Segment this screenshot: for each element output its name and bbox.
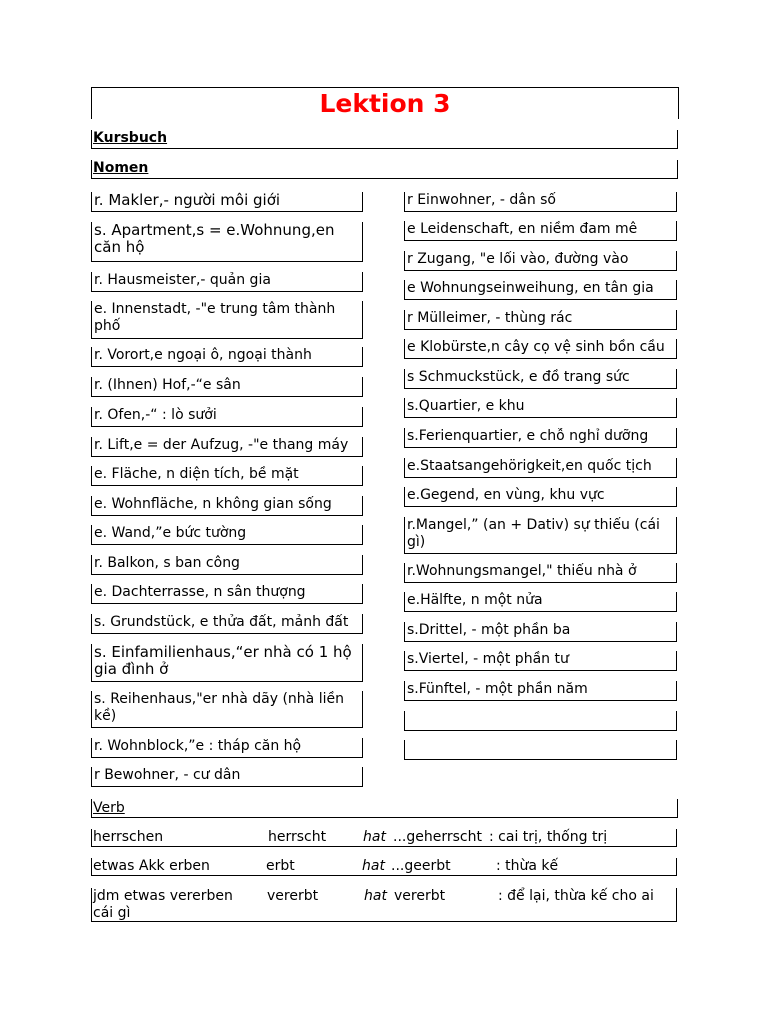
- verb-infinitive: etwas Akk erben: [93, 858, 210, 874]
- vocab-left-7: r. Lift,e = der Aufzug, -"e thang máy: [91, 437, 363, 457]
- vocab-left-4: r. Vorort,e ngoại ô, ngoại thành: [91, 347, 363, 367]
- vocab-left-6: r. Ofen,-“ : lò sưởi: [91, 407, 363, 427]
- verb-row: [91, 888, 677, 922]
- vocab-right-8: s.Ferienquartier, e chỗ nghỉ dưỡng: [404, 428, 677, 448]
- vocab-right-6: s Schmuckstück, e đồ trang sức: [404, 369, 677, 389]
- vocab-left-14: s. Einfamilienhaus,“er nhà có 1 hộ gia đình ở: [91, 644, 363, 682]
- verb-infinitive: jdm etwas vererben: [93, 888, 233, 904]
- vocab-left-15: s. Reihenhaus,"er nhà dãy (nhà liền kề): [91, 691, 363, 728]
- page-title: Lektion 3: [91, 87, 679, 119]
- verb-perfect: ...geherrscht: [393, 829, 482, 845]
- verb-present: herrscht: [268, 829, 327, 845]
- vocab-left-0: r. Makler,- người môi giới: [91, 192, 363, 212]
- vocab-left-9: e. Wohnfläche, n không gian sống: [91, 496, 363, 516]
- vocab-right-0: r Einwohner, - dân số: [404, 192, 677, 212]
- vocab-right-1: e Leidenschaft, en niềm đam mê: [404, 221, 677, 241]
- section-nomen: Nomen: [91, 160, 678, 179]
- verb-row: [91, 858, 677, 876]
- vocab-left-5: r. (Ihnen) Hof,-“e sân: [91, 377, 363, 397]
- verb-meaning: : cai trị, thống trị: [489, 829, 608, 845]
- vocab-right-13: e.Hälfte, n một nửa: [404, 592, 677, 612]
- vocab-left-8: e. Fläche, n diện tích, bề mặt: [91, 466, 363, 486]
- vocab-right-15: s.Viertel, - một phần tư: [404, 651, 677, 671]
- vocab-right-18: [404, 740, 677, 760]
- vocab-left-17: r Bewohner, - cư dân: [91, 767, 363, 787]
- vocab-left-1: s. Apartment,s = e.Wohnung,en căn hộ: [91, 222, 363, 262]
- verb-perfect: vererbt: [394, 888, 446, 904]
- vocab-left-3: e. Innenstadt, -"e trung tâm thành phố: [91, 301, 363, 339]
- verb-present: erbt: [266, 858, 295, 874]
- verb-aux: hat: [364, 888, 387, 904]
- verb-perfect: ...geerbt: [391, 858, 451, 874]
- vocab-left-16: r. Wohnblock,”e : tháp căn hộ: [91, 738, 363, 758]
- vocab-right-4: r Mülleimer, - thùng rác: [404, 310, 677, 330]
- vocab-left-11: r. Balkon, s ban công: [91, 555, 363, 575]
- vocab-right-9: e.Staatsangehörigkeit,en quốc tịch: [404, 458, 677, 478]
- vocab-left-2: r. Hausmeister,- quản gia: [91, 272, 363, 292]
- vocab-right-5: e Klobürste,n cây cọ vệ sinh bồn cầu: [404, 339, 677, 359]
- vocab-right-17: [404, 711, 677, 731]
- vocab-left-12: e. Dachterrasse, n sân thượng: [91, 584, 363, 604]
- vocab-right-12: r.Wohnungsmangel," thiếu nhà ở: [404, 563, 677, 583]
- vocab-right-7: s.Quartier, e khu: [404, 398, 677, 418]
- verb-meaning-continuation: cái gì: [93, 905, 131, 921]
- vocab-right-10: e.Gegend, en vùng, khu vực: [404, 487, 677, 507]
- vocab-right-14: s.Drittel, - một phần ba: [404, 622, 677, 642]
- vocab-left-10: e. Wand,”e bức tường: [91, 525, 363, 545]
- verb-aux: hat: [363, 829, 386, 845]
- vocab-right-16: s.Fünftel, - một phần năm: [404, 681, 677, 701]
- vocab-left-13: s. Grundstück, e thửa đất, mảnh đất: [91, 614, 363, 634]
- section-kursbuch: Kursbuch: [91, 130, 678, 149]
- verb-aux: hat: [362, 858, 385, 874]
- vocab-right-2: r Zugang, "e lối vào, đường vào: [404, 251, 677, 271]
- vocab-right-11: r.Mangel,” (an + Dativ) sự thiếu (cái gì): [404, 517, 677, 554]
- section-verb: Verb: [91, 799, 678, 818]
- verb-row: [91, 829, 677, 847]
- verb-meaning: : để lại, thừa kế cho ai: [498, 888, 654, 904]
- vocab-right-3: e Wohnungseinweihung, en tân gia: [404, 280, 677, 300]
- verb-meaning: : thừa kế: [496, 858, 559, 874]
- verb-present: vererbt: [267, 888, 319, 904]
- verb-infinitive: herrschen: [93, 829, 164, 845]
